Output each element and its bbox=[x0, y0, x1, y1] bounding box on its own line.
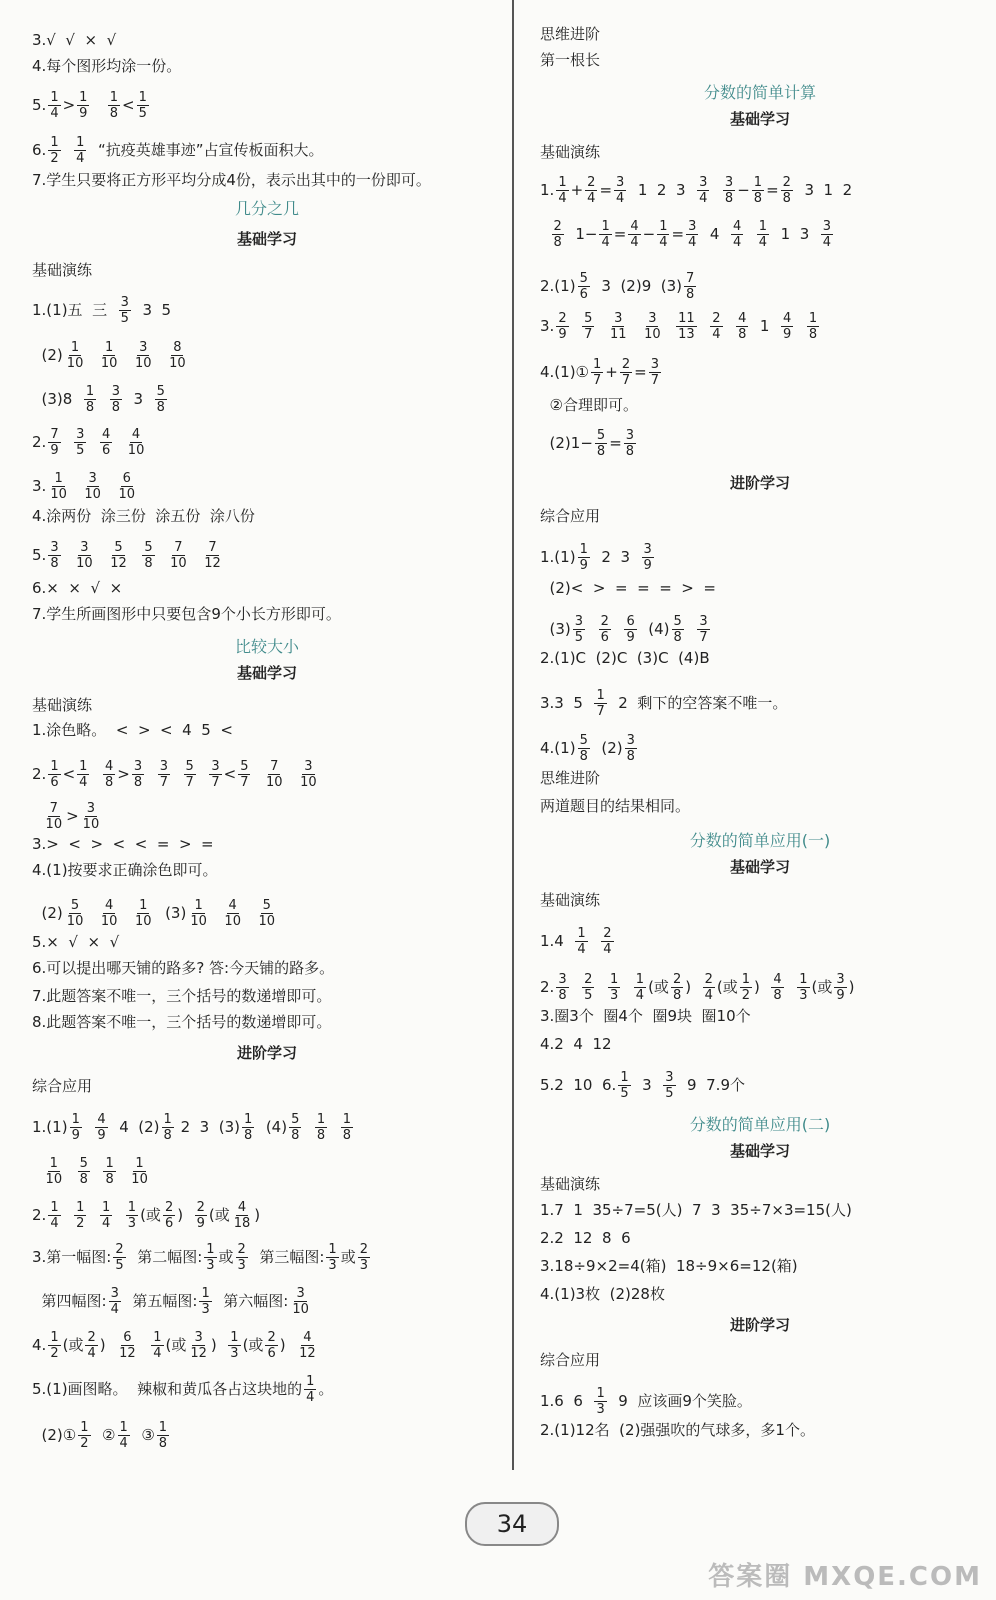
answer-line: 第四幅图: $\frac{3}{4}$ 第五幅图: $\frac{1}{3}$ 第六幅图: $\frac{3}{10}$ bbox=[32, 1286, 309, 1317]
fraction: $\frac{1}{8}$ bbox=[85, 384, 95, 415]
fraction: $\frac{6}{9}$ bbox=[626, 614, 635, 645]
fraction: $\frac{5}{7}$ bbox=[584, 311, 593, 342]
answer-line: 6.× × √ × bbox=[32, 579, 123, 597]
fraction: $\frac{4}{8}$ bbox=[105, 759, 114, 790]
answer-line: 2. $\frac{7}{9}$ $\frac{3}{5}$ $\frac{4}{6}$ $\frac{4}{10}$ bbox=[32, 427, 145, 458]
fraction: $\frac{2}{8}$ bbox=[553, 219, 562, 250]
fraction: $\frac{1}{4}$ bbox=[659, 219, 668, 250]
fraction: $\frac{1}{10}$ bbox=[66, 340, 84, 371]
fraction: $\frac{4}{10}$ bbox=[127, 427, 145, 458]
fraction: $\frac{1}{10}$ bbox=[131, 1156, 148, 1187]
answer-line: 6. $\frac{1}{2}$ $\frac{1}{4}$ “抗疫英雄事迹”占宣传板面积大。 bbox=[32, 135, 324, 166]
fraction: $\frac{1}{9}$ bbox=[71, 1112, 80, 1143]
fraction: $\frac{1}{3}$ bbox=[206, 1242, 215, 1273]
fraction: $\frac{3}{12}$ bbox=[190, 1330, 207, 1361]
fraction: $\frac{1}{7}$ bbox=[593, 357, 602, 388]
fraction: $\frac{4}{9}$ bbox=[97, 1112, 106, 1143]
section-heading: 进阶学习 bbox=[729, 474, 790, 492]
fraction: $\frac{3}{8}$ bbox=[558, 972, 567, 1003]
fraction: $\frac{5}{8}$ bbox=[596, 428, 606, 459]
fraction: $\frac{4}{18}$ bbox=[233, 1200, 251, 1231]
answer-line: (3)8 $\frac{1}{8}$ $\frac{3}{8}$ 3 $\frac{5}{8}$ bbox=[32, 384, 165, 415]
fraction: $\frac{7}{10}$ bbox=[45, 801, 63, 832]
answer-line: 6.可以提出哪天铺的路多? 答:今天铺的路多。 bbox=[32, 959, 335, 977]
answer-line: 基础演练 bbox=[32, 261, 93, 279]
fraction: $\frac{1}{8}$ bbox=[158, 1420, 168, 1451]
fraction: $\frac{1}{4}$ bbox=[758, 219, 768, 250]
fraction: $\frac{5}{8}$ bbox=[673, 614, 682, 645]
fraction: $\frac{1}{8}$ bbox=[316, 1112, 326, 1143]
answer-line: 5. $\frac{3}{8}$ $\frac{3}{10}$ $\frac{5}{12}$ $\frac{5}{8}$ $\frac{7}{10}$ $\frac{7}{12}$ bbox=[32, 540, 221, 571]
answer-line: 1.4 $\frac{1}{4}$ $\frac{2}{4}$ bbox=[540, 926, 612, 957]
fraction: $\frac{3}{10}$ bbox=[292, 1286, 309, 1317]
answer-line: 5.× √ × √ bbox=[32, 933, 120, 951]
fraction: $\frac{1}{8}$ bbox=[753, 175, 763, 206]
fraction: $\frac{1}{8}$ bbox=[342, 1112, 352, 1143]
fraction: $\frac{1}{2}$ bbox=[50, 135, 59, 166]
fraction: $\frac{1}{4}$ bbox=[79, 759, 88, 790]
answer-line: 综合应用 bbox=[540, 507, 601, 525]
answer-line: 思维进阶 bbox=[540, 25, 601, 43]
fraction: $\frac{1}{10}$ bbox=[45, 1156, 63, 1187]
fraction: $\frac{2}{4}$ bbox=[603, 926, 612, 957]
section-title: 分数的简单应用(二) bbox=[689, 1115, 831, 1134]
fraction: $\frac{3}{10}$ bbox=[300, 759, 317, 790]
answer-line: 3.> < > < < = > = bbox=[32, 835, 214, 853]
fraction: $\frac{3}{10}$ bbox=[76, 540, 93, 571]
fraction: $\frac{2}{6}$ bbox=[267, 1330, 276, 1361]
fraction: $\frac{3}{7}$ bbox=[159, 759, 168, 790]
fraction: $\frac{4}{12}$ bbox=[299, 1330, 316, 1361]
fraction: $\frac{1}{4}$ bbox=[50, 90, 59, 121]
answer-line: 3. $\frac{2}{9}$ $\frac{5}{7}$ $\frac{3}{11}$ $\frac{3}{10}$ $\frac{11}{13}$ $\frac{2}{4}$ $\frac{4}{8}$ 1 $\frac{4}{9}$ $\frac{1}{8}$ bbox=[540, 311, 818, 342]
fraction: $\frac{2}{9}$ bbox=[558, 311, 567, 342]
fraction: $\frac{7}{12}$ bbox=[204, 540, 221, 571]
fraction: $\frac{3}{10}$ bbox=[134, 340, 152, 371]
answer-line: 1.(1) $\frac{1}{9}$ 2 3 $\frac{3}{9}$ bbox=[540, 542, 652, 573]
answer-line: 4.(1)① $\frac{1}{7}$ + $\frac{2}{7}$ = $\frac{3}{7}$ bbox=[540, 357, 660, 388]
fraction: $\frac{3}{10}$ bbox=[82, 801, 100, 832]
answer-line: (2)1− $\frac{5}{8}$ = $\frac{3}{8}$ bbox=[540, 428, 635, 459]
fraction: $\frac{6}{10}$ bbox=[118, 471, 136, 502]
fraction: $\frac{5}{8}$ bbox=[79, 1156, 88, 1187]
fraction: $\frac{1}{2}$ bbox=[80, 1420, 89, 1451]
fraction: $\frac{1}{3}$ bbox=[596, 1386, 605, 1417]
answer-line: 4.2 4 12 bbox=[540, 1035, 612, 1053]
fraction: $\frac{1}{3}$ bbox=[127, 1200, 137, 1231]
fraction: $\frac{3}{4}$ bbox=[699, 175, 708, 206]
fraction: $\frac{1}{10}$ bbox=[50, 471, 67, 502]
answer-line: 3.第一幅图: $\frac{2}{5}$ 第二幅图: $\frac{1}{3}$ 或 $\frac{2}{3}$ 第三幅图: $\frac{1}{3}$ 或 $\frac{2}{3}$ bbox=[32, 1242, 368, 1273]
answer-line: (2)< > = = = > = bbox=[540, 579, 716, 597]
fraction: $\frac{4}{8}$ bbox=[773, 972, 782, 1003]
fraction: $\frac{1}{5}$ bbox=[620, 1070, 629, 1101]
fraction: $\frac{7}{8}$ bbox=[686, 271, 695, 302]
section-heading: 进阶学习 bbox=[236, 1044, 297, 1062]
fraction: $\frac{3}{7}$ bbox=[699, 614, 708, 645]
fraction: $\frac{1}{2}$ bbox=[741, 972, 751, 1003]
answer-line: 2. $\frac{3}{8}$ $\frac{2}{5}$ $\frac{1}{3}$ $\frac{1}{4}$ (或 $\frac{2}{8}$ ) $\frac{2}{4}$ (或 $\frac{1}{2}$ ) $\frac{4}{8}$ $\frac{1}{3}$ (或 $\frac{3}{9}$ ) bbox=[540, 972, 855, 1003]
section-title: 分数的简单计算 bbox=[703, 83, 816, 102]
section-heading: 基础学习 bbox=[729, 110, 790, 128]
fraction: $\frac{2}{9}$ bbox=[196, 1200, 205, 1231]
section-title: 比较大小 bbox=[234, 637, 299, 656]
answer-line: $\frac{2}{8}$ 1− $\frac{1}{4}$ = $\frac{4}{4}$ − $\frac{1}{4}$ = $\frac{3}{4}$ 4 $\frac{4}{4}$ $\frac{1}{4}$ 1 3 $\frac{3}{4}$ bbox=[553, 219, 832, 250]
answer-line: 4. $\frac{1}{2}$ (或 $\frac{2}{4}$ ) $\frac{6}{12}$ $\frac{1}{4}$ (或 $\frac{3}{12}$ ) $\frac{1}{3}$ (或 $\frac{2}{6}$ ) $\frac{4}{12}$ bbox=[32, 1330, 316, 1361]
answer-line: $\frac{7}{10}$ > $\frac{3}{10}$ bbox=[45, 801, 100, 832]
section-title: 几分之几 bbox=[234, 199, 299, 218]
answer-line: 4.涂两份 涂三份 涂五份 涂八份 bbox=[32, 507, 255, 525]
answer-line: 综合应用 bbox=[32, 1077, 93, 1095]
answer-line: 2.(1) $\frac{5}{6}$ 3 (2)9 (3) $\frac{7}{8}$ bbox=[540, 271, 695, 302]
fraction: $\frac{2}{5}$ bbox=[115, 1242, 124, 1273]
fraction: $\frac{1}{10}$ bbox=[134, 898, 152, 929]
answer-line: 2. $\frac{1}{4}$ $\frac{1}{2}$ $\frac{1}{4}$ $\frac{1}{3}$ (或 $\frac{2}{6}$ ) $\frac{2}{9}$ (或 $\frac{4}{18}$ ) bbox=[32, 1200, 261, 1231]
fraction: $\frac{1}{3}$ bbox=[328, 1242, 337, 1273]
fraction: $\frac{2}{4}$ bbox=[587, 175, 596, 206]
fraction: $\frac{4}{9}$ bbox=[782, 311, 792, 342]
fraction: $\frac{11}{13}$ bbox=[678, 311, 695, 342]
fraction: $\frac{3}{4}$ bbox=[616, 175, 625, 206]
answer-line: 2.2 12 8 6 bbox=[540, 1229, 631, 1247]
answer-line: 4.(1) $\frac{5}{8}$ (2) $\frac{3}{8}$ bbox=[540, 733, 635, 764]
fraction: $\frac{1}{4}$ bbox=[50, 1200, 59, 1231]
fraction: $\frac{4}{10}$ bbox=[100, 898, 118, 929]
fraction: $\frac{2}{8}$ bbox=[782, 175, 791, 206]
answer-line: (3) $\frac{3}{5}$ $\frac{2}{6}$ $\frac{6}{9}$ (4) $\frac{5}{8}$ $\frac{3}{7}$ bbox=[540, 614, 708, 645]
fraction: $\frac{1}{6}$ bbox=[50, 759, 59, 790]
answer-line: 基础演练 bbox=[540, 891, 601, 909]
fraction: $\frac{5}{8}$ bbox=[156, 384, 165, 415]
fraction: $\frac{5}{6}$ bbox=[579, 271, 588, 302]
fraction: $\frac{3}{5}$ bbox=[665, 1070, 674, 1101]
fraction: $\frac{1}{5}$ bbox=[138, 90, 147, 121]
fraction: $\frac{3}{4}$ bbox=[688, 219, 697, 250]
fraction: $\frac{2}{4}$ bbox=[704, 972, 713, 1003]
answer-line: 5. $\frac{1}{4}$ > $\frac{1}{9}$ $\frac{1}{8}$ < $\frac{1}{5}$ bbox=[32, 90, 147, 121]
answer-line bbox=[32, 1156, 152, 1187]
fraction: $\frac{3}{9}$ bbox=[643, 542, 652, 573]
fraction: $\frac{1}{8}$ bbox=[163, 1112, 172, 1143]
answer-line: 4.每个图形均涂一份。 bbox=[32, 57, 182, 75]
fraction: $\frac{1}{4}$ bbox=[119, 1420, 128, 1451]
fraction: $\frac{3}{10}$ bbox=[84, 471, 101, 502]
fraction: $\frac{3}{11}$ bbox=[609, 311, 627, 342]
fraction: $\frac{3}{7}$ bbox=[211, 759, 220, 790]
fraction: $\frac{7}{10}$ bbox=[170, 540, 187, 571]
fraction: $\frac{1}{10}$ bbox=[100, 340, 118, 371]
fraction: $\frac{7}{9}$ bbox=[50, 427, 59, 458]
fraction: $\frac{3}{4}$ bbox=[110, 1286, 119, 1317]
fraction: $\frac{1}{2}$ bbox=[76, 1200, 85, 1231]
fraction: $\frac{1}{8}$ bbox=[244, 1112, 253, 1143]
answer-line: 4.(1)3枚 (2)28枚 bbox=[540, 1285, 665, 1303]
fraction: $\frac{1}{4}$ bbox=[153, 1330, 162, 1361]
fraction: $\frac{1}{8}$ bbox=[808, 311, 818, 342]
fraction: $\frac{4}{4}$ bbox=[732, 219, 742, 250]
fraction: $\frac{1}{8}$ bbox=[105, 1156, 114, 1187]
fraction: $\frac{2}{3}$ bbox=[359, 1242, 368, 1273]
answer-line: 基础演练 bbox=[32, 696, 93, 714]
answer-line: (2) $\frac{5}{10}$ $\frac{4}{10}$ $\frac{1}{10}$ (3) $\frac{1}{10}$ $\frac{4}{10}$ $\frac{5}{10}$ bbox=[32, 898, 276, 929]
fraction: $\frac{1}{3}$ bbox=[609, 972, 619, 1003]
answer-line: (2)① $\frac{1}{2}$ ② $\frac{1}{4}$ ③ $\frac{1}{8}$ bbox=[32, 1420, 168, 1451]
fraction: $\frac{6}{12}$ bbox=[119, 1330, 136, 1361]
answer-line: 基础演练 bbox=[540, 143, 601, 161]
fraction: $\frac{5}{8}$ bbox=[579, 733, 588, 764]
fraction: $\frac{1}{3}$ bbox=[201, 1286, 210, 1317]
fraction: $\frac{3}{8}$ bbox=[111, 384, 120, 415]
fraction: $\frac{3}{8}$ bbox=[50, 540, 59, 571]
answer-line: 7.学生所画图形中只要包含9个小长方形即可。 bbox=[32, 605, 341, 623]
answer-line: 3.18÷9×2=4(箱) 18÷9×6=12(箱) bbox=[540, 1257, 798, 1275]
fraction: $\frac{2}{7}$ bbox=[621, 357, 631, 388]
fraction: $\frac{3}{5}$ bbox=[574, 614, 584, 645]
column-divider bbox=[512, 0, 514, 1470]
section-heading: 基础学习 bbox=[729, 1142, 790, 1160]
fraction: $\frac{5}{10}$ bbox=[258, 898, 276, 929]
fraction: $\frac{3}{8}$ bbox=[724, 175, 734, 206]
section-title: 分数的简单应用(一) bbox=[689, 831, 831, 850]
answer-line: 1.(1)五 三 $\frac{3}{5}$ 3 5 bbox=[32, 295, 172, 326]
fraction: $\frac{1}{4}$ bbox=[635, 972, 645, 1003]
page-number: 34 bbox=[465, 1502, 559, 1546]
fraction: $\frac{1}{4}$ bbox=[577, 926, 586, 957]
answer-line: 第一根长 bbox=[540, 51, 601, 69]
fraction: $\frac{2}{6}$ bbox=[600, 614, 609, 645]
answer-line: 3.√ √ × √ bbox=[32, 31, 117, 49]
fraction: $\frac{5}{8}$ bbox=[144, 540, 153, 571]
section-heading: 基础学习 bbox=[236, 664, 297, 682]
fraction: $\frac{1}{4}$ bbox=[306, 1374, 315, 1405]
section-heading: 进阶学习 bbox=[729, 1316, 790, 1334]
answer-line: (2) $\frac{1}{10}$ $\frac{1}{10}$ $\frac{3}{10}$ $\frac{8}{10}$ bbox=[32, 340, 186, 371]
section-heading: 基础学习 bbox=[236, 230, 297, 248]
fraction: $\frac{4}{10}$ bbox=[224, 898, 241, 929]
fraction: $\frac{1}{4}$ bbox=[601, 219, 610, 250]
fraction: $\frac{3}{10}$ bbox=[644, 311, 661, 342]
answer-line: 1.(1) $\frac{1}{9}$ $\frac{4}{9}$ 4 (2) $\frac{1}{8}$ 2 3 (3) $\frac{1}{8}$ (4) $\frac{5}{8}$ $\frac{1}{8}$ $\frac{1}{8}$ bbox=[32, 1112, 352, 1143]
fraction: $\frac{1}{2}$ bbox=[50, 1330, 59, 1361]
fraction: $\frac{1}{4}$ bbox=[101, 1200, 111, 1231]
fraction: $\frac{3}{5}$ bbox=[76, 427, 85, 458]
answer-line: 5.(1)画图略。 辣椒和黄瓜各占这块地的 $\frac{1}{4}$ 。 bbox=[32, 1374, 334, 1405]
fraction: $\frac{3}{7}$ bbox=[650, 357, 660, 388]
fraction: $\frac{3}{4}$ bbox=[822, 219, 832, 250]
answer-line: 1.涂色略。 < > < 4 5 < bbox=[32, 721, 233, 739]
answer-line: 1.7 1 35÷7=5(人) 7 3 35÷7×3=15(人) bbox=[540, 1201, 852, 1219]
answer-line: 2.(1)12名 (2)强强吹的气球多，多1个。 bbox=[540, 1421, 815, 1439]
fraction: $\frac{1}{10}$ bbox=[190, 898, 207, 929]
fraction: $\frac{1}{8}$ bbox=[109, 90, 119, 121]
answer-line: 2. $\frac{1}{6}$ < $\frac{1}{4}$ $\frac{4}{8}$ > $\frac{3}{8}$ $\frac{3}{7}$ $\frac{5}{7}$ $\frac{3}{7}$ < $\frac{5}{7}$ $\frac{7}{10}$ $\frac{3}{10}$ bbox=[32, 759, 317, 790]
answer-line: 5.2 10 6. $\frac{1}{5}$ 3 $\frac{3}{5}$ 9 7.9个 bbox=[540, 1070, 745, 1101]
fraction: $\frac{3}{9}$ bbox=[836, 972, 845, 1003]
answer-line: 综合应用 bbox=[540, 1351, 601, 1369]
section-heading: 基础学习 bbox=[729, 858, 790, 876]
fraction: $\frac{5}{8}$ bbox=[291, 1112, 300, 1143]
fraction: $\frac{2}{5}$ bbox=[584, 972, 593, 1003]
fraction: $\frac{1}{7}$ bbox=[596, 688, 605, 719]
fraction: $\frac{1}{3}$ bbox=[799, 972, 808, 1003]
fraction: $\frac{3}{8}$ bbox=[626, 733, 635, 764]
answer-line: ②合理即可。 bbox=[540, 396, 638, 414]
answer-line: 8.此题答案不唯一，三个括号的数递增即可。 bbox=[32, 1013, 332, 1031]
fraction: $\frac{4}{8}$ bbox=[738, 311, 747, 342]
fraction: $\frac{1}{4}$ bbox=[558, 175, 567, 206]
fraction: $\frac{3}{8}$ bbox=[133, 759, 143, 790]
fraction: $\frac{2}{3}$ bbox=[237, 1242, 246, 1273]
answer-line: 3.圈3个 圈4个 圈9块 圈10个 bbox=[540, 1007, 751, 1025]
fraction: $\frac{5}{10}$ bbox=[66, 898, 84, 929]
answer-line: 7.此题答案不唯一，三个括号的数递增即可。 bbox=[32, 987, 332, 1005]
answer-line: 3. $\frac{1}{10}$ $\frac{3}{10}$ $\frac{6}{10}$ bbox=[32, 471, 136, 502]
fraction: $\frac{2}{6}$ bbox=[164, 1200, 174, 1231]
fraction: $\frac{4}{6}$ bbox=[101, 427, 111, 458]
watermark: 答案圈 MXQE.COM bbox=[708, 1562, 982, 1592]
fraction: $\frac{1}{3}$ bbox=[230, 1330, 239, 1361]
fraction: $\frac{1}{4}$ bbox=[76, 135, 85, 166]
answer-line: 4.(1)按要求正确涂色即可。 bbox=[32, 861, 218, 879]
fraction: $\frac{2}{8}$ bbox=[672, 972, 682, 1003]
answer-line: 基础演练 bbox=[540, 1175, 601, 1193]
fraction: $\frac{4}{4}$ bbox=[630, 219, 639, 250]
fraction: $\frac{1}{9}$ bbox=[579, 542, 588, 573]
fraction: $\frac{8}{10}$ bbox=[169, 340, 186, 371]
answer-line: 2.(1)C (2)C (3)C (4)B bbox=[540, 649, 710, 667]
answer-line: 7.学生只要将正方形平均分成4份，表示出其中的一份即可。 bbox=[32, 171, 431, 189]
answer-line: 两道题目的结果相同。 bbox=[540, 797, 691, 815]
fraction: $\frac{3}{5}$ bbox=[120, 295, 129, 326]
fraction: $\frac{5}{7}$ bbox=[185, 759, 194, 790]
fraction: $\frac{5}{12}$ bbox=[110, 540, 127, 571]
answer-line: 1.6 6 $\frac{1}{3}$ 9 应该画9个笑脸。 bbox=[540, 1386, 752, 1417]
fraction: $\frac{2}{4}$ bbox=[87, 1330, 96, 1361]
fraction: $\frac{7}{10}$ bbox=[266, 759, 283, 790]
answer-line: 思维进阶 bbox=[540, 769, 601, 787]
fraction: $\frac{1}{9}$ bbox=[79, 90, 88, 121]
fraction: $\frac{3}{8}$ bbox=[625, 428, 635, 459]
fraction: $\frac{5}{7}$ bbox=[240, 759, 249, 790]
answer-line: 1. $\frac{1}{4}$ + $\frac{2}{4}$ = $\frac{3}{4}$ 1 2 3 $\frac{3}{4}$ $\frac{3}{8}$ − $\frac{1}{8}$ = $\frac{2}{8}$ 3 1 2 bbox=[540, 175, 853, 206]
answer-line: 3.3 5 $\frac{1}{7}$ 2 剩下的空答案不唯一。 bbox=[540, 688, 788, 719]
fraction: $\frac{2}{4}$ bbox=[712, 311, 721, 342]
